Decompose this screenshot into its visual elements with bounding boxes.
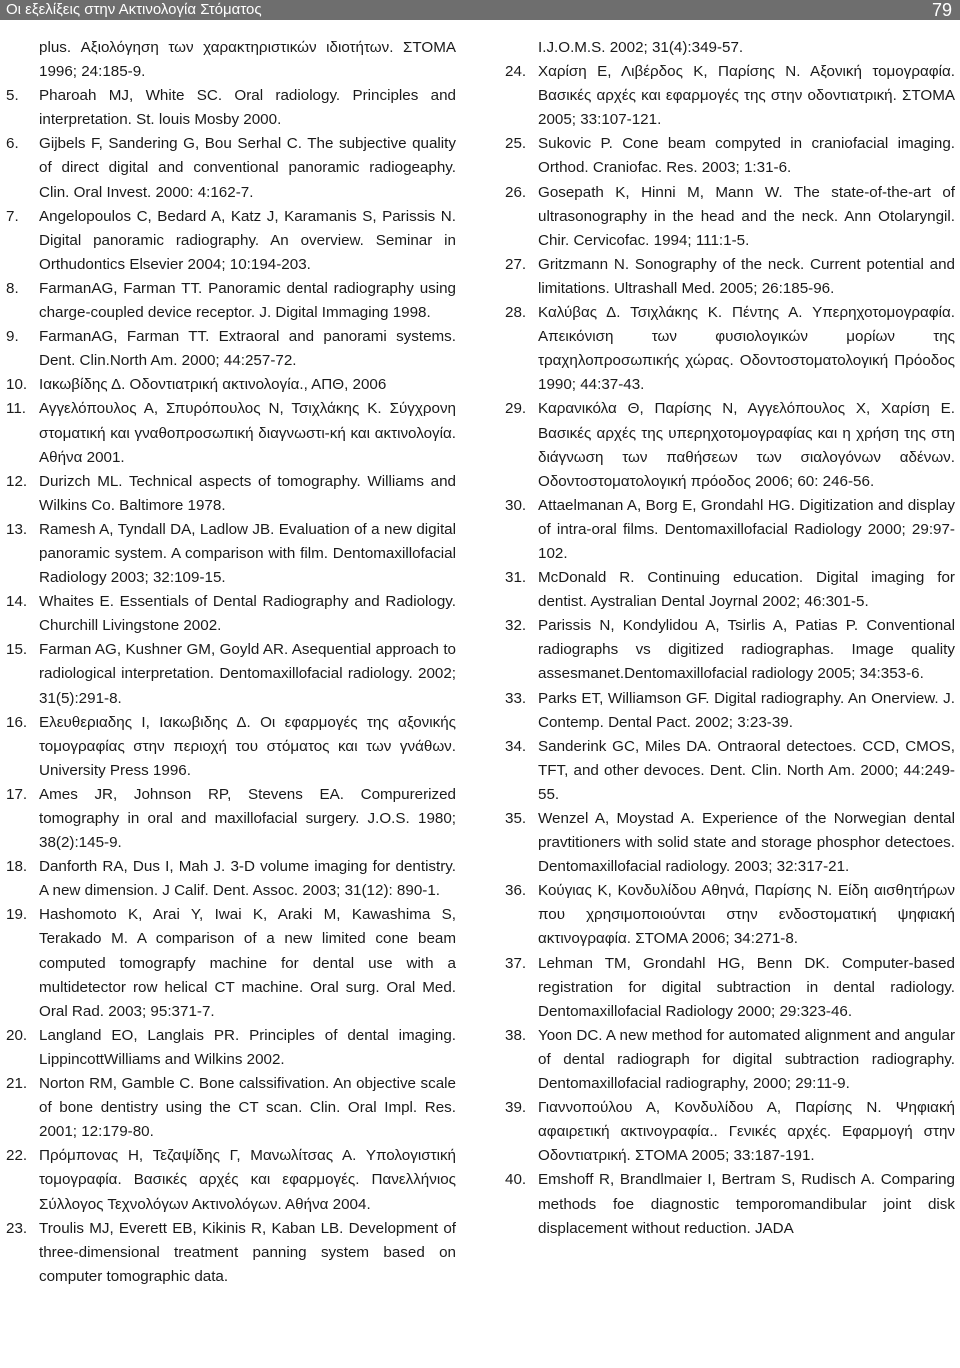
reference-item bbox=[6, 711, 456, 783]
reference-text: Καλύβας Δ. Τσιχλάκης Κ. Πέντης Α. Υπερηχοτομογραφία. Απεικόνιση των φυσιολογικών μορίων της τραχηλοπροσωπικής χώρας. Οδοντοστοματολογική Πρόοδος 1990; 44:37-43. bbox=[538, 304, 955, 394]
reference-item bbox=[6, 277, 456, 325]
reference-number: 14. bbox=[6, 593, 28, 611]
running-title: Οι εξελίξεις στην Ακτινολογία Στόματος bbox=[6, 1, 262, 18]
reference-number: 10. bbox=[6, 376, 28, 394]
reference-text: Αγγελόπουλος Α, Σπυρόπουλος Ν, Τσιχλάκης Κ. Σύγχρονη στοματική και γναθοπροσωπική διαγνωστι-κή και ακτινολογία. Αθήνα 2001. bbox=[39, 400, 456, 466]
reference-number: 34. bbox=[505, 737, 527, 755]
reference-item bbox=[6, 132, 456, 204]
reference-item bbox=[505, 36, 955, 60]
reference-text: McDonald R. Continuing education. Digital imaging for dentist. Aystralian Dental Joyrnal 2002; 46:301-5. bbox=[538, 569, 955, 611]
reference-item bbox=[505, 807, 955, 879]
reference-item bbox=[505, 614, 955, 686]
reference-text: Κούγιας Κ, Κονδυλίδου Αθηνά, Παρίσης Ν. Είδη αισθητήρων που χρησιμοποιούνται στην ενδοστοματική ψηφιακή ακτινογραφία. ΣΤΟΜΑ 2006; 34:271-8. bbox=[538, 882, 955, 948]
reference-number: 36. bbox=[505, 882, 527, 900]
reference-item bbox=[6, 1024, 456, 1072]
reference-number: 17. bbox=[6, 785, 28, 803]
reference-item bbox=[6, 590, 456, 638]
reference-item bbox=[6, 325, 456, 373]
reference-number: 15. bbox=[6, 641, 28, 659]
reference-item bbox=[505, 1024, 955, 1096]
reference-item bbox=[6, 84, 456, 132]
reference-number: 28. bbox=[505, 304, 527, 322]
reference-item bbox=[6, 1144, 456, 1216]
reference-text: Parissis N, Kondylidou A, Tsirlis A, Patias P. Conventional radiographs vs digitized radiographas. Image quality assesmanet.Dentomaxillofacial radiology 2005; 34:353-6. bbox=[538, 617, 955, 683]
reference-item bbox=[505, 1096, 955, 1168]
reference-text: Πρόμπονας Η, Τεζαψίδης Γ, Μανωλίτσας Α. Υπολογιστική τομογραφία. Βασικές αρχές και εφαρμογές. Πανελλήνιος Σύλλογος Τεχνολόγων Ακτινολόγων. Αθήνα 2004. bbox=[39, 1147, 456, 1213]
reference-number: 9. bbox=[6, 328, 19, 346]
reference-number: 30. bbox=[505, 496, 527, 514]
reference-number: 37. bbox=[505, 954, 527, 972]
reference-text: plus. Αξιολόγηση των χαρακτηριστικών ιδιοτήτων. ΣΤΟΜΑ 1996; 24:185-9. bbox=[39, 39, 456, 81]
reference-text: Langland EO, Langlais PR. Principles of dental imaging. LippincottWilliams and Wilkins 2002. bbox=[39, 1026, 456, 1068]
reference-text: Danforth RA, Dus I, Mah J. 3-D volume imaging for dentistry. A new dimension. J Calif. Dent. Assoc. 2003; 31(12): 890-1. bbox=[39, 858, 456, 900]
reference-number: 31. bbox=[505, 569, 527, 587]
reference-item bbox=[6, 855, 456, 903]
reference-item bbox=[6, 470, 456, 518]
reference-item bbox=[6, 518, 456, 590]
reference-item bbox=[505, 687, 955, 735]
reference-number: 19. bbox=[6, 906, 28, 924]
reference-number: 22. bbox=[6, 1147, 28, 1165]
reference-text: Parks ET, Williamson GF. Digital radiography. An Onerview. J. Contemp. Dental Pact. 2002; 3:23-39. bbox=[538, 689, 955, 731]
reference-number: 13. bbox=[6, 520, 28, 538]
reference-number: 24. bbox=[505, 63, 527, 81]
reference-number: 38. bbox=[505, 1026, 527, 1044]
reference-number: 35. bbox=[505, 810, 527, 827]
reference-text: Gritzmann N. Sonography of the neck. Current potential and limitations. Ultrashall Med. 2005; 26:185-96. bbox=[538, 255, 955, 297]
reference-number: 6. bbox=[6, 135, 19, 153]
reference-item bbox=[505, 879, 955, 951]
reference-item bbox=[505, 952, 955, 1024]
reference-text: Troulis MJ, Everett EB, Kikinis R, Kaban LB. Development of three-dimensional treatment panning system based on computer tomographic data. bbox=[39, 1219, 456, 1285]
reference-item bbox=[6, 638, 456, 710]
reference-text: FarmanAG, Farman TT. Extraoral and panorami systems. Dent. Clin.North Am. 2000; 44:257-72. bbox=[39, 328, 456, 370]
references-right-column bbox=[505, 36, 955, 1241]
reference-item bbox=[6, 397, 456, 469]
reference-number: 5. bbox=[6, 87, 19, 105]
reference-item bbox=[505, 181, 955, 253]
reference-number: 32. bbox=[505, 617, 527, 635]
reference-text: Ramesh A, Tyndall DA, Ladlow JB. Evaluation of a new digital panoramic system. A comparison with film. Dentomaxillofacial Radiology 2003; 32:109-15. bbox=[39, 520, 456, 587]
reference-item bbox=[6, 783, 456, 855]
reference-item bbox=[505, 566, 955, 614]
reference-text: Attaelmanan A, Borg E, Grondahl HG. Digitization and display of intra-oral films. Dentomaxillofacial Radiology 2000; 29:97-102. bbox=[538, 496, 955, 562]
reference-text: Ames JR, Johnson RP, Stevens EA. Compurerized tomography in oral and maxillofacial surgery. J.O.S. 1980; 38(2):145-9. bbox=[39, 785, 456, 852]
reference-text: Hashomoto K, Arai Y, Iwai K, Araki M, Kawashima S, Terakado M. A comparison of a new limited cone beam computed tomograpfy machine for dental use with a multidetector row helical CT machine. Oral surg. Oral Med. Oral Rad. 2003; 95:371-7. bbox=[39, 906, 456, 1020]
reference-number: 27. bbox=[505, 255, 527, 273]
reference-number: 25. bbox=[505, 135, 527, 153]
reference-text: Γιαννοπούλου Α, Κονδυλίδου Α, Παρίσης Ν. Ψηφιακή αφαιρετική ακτινογραφία.. Γενικές αρχές. Εφαρμογή στην Οδοντιατρική. ΣΤΟΜΑ 2005; 33:187-191. bbox=[538, 1099, 955, 1165]
reference-text: Emshoff R, Brandlmaier I, Bertram S, Rudisch A. Comparing methods foe diagnostic temporomandibular joint disk displacement without reduction. JADA bbox=[538, 1171, 955, 1237]
reference-item bbox=[6, 373, 456, 397]
reference-text: Angelopoulos C, Bedard A, Katz J, Karamanis S, Parissis N. Digital panoramic radiography. An overview. Seminar in Orthudontics Elsevier 2004; 10:194-203. bbox=[39, 207, 456, 273]
reference-item bbox=[6, 36, 456, 84]
running-header bbox=[0, 0, 960, 20]
reference-number: 29. bbox=[505, 400, 527, 418]
reference-text: Farman AG, Kushner GM, Goyld AR. Asequential approach to radiological interpretation. Dentomaxillofacial radiology. 2002; 31(5):291-8. bbox=[39, 641, 456, 707]
reference-number: 40. bbox=[505, 1171, 527, 1189]
reference-text: Lehman TM, Grondahl HG, Benn DK. Computer-based registration for digital subtraction in dental radiology. Dentomaxillofacial Radiology 2000; 29:323-46. bbox=[538, 954, 955, 1020]
reference-number: 8. bbox=[6, 279, 19, 297]
reference-item bbox=[505, 253, 955, 301]
reference-text: Gijbels F, Sandering G, Bou Serhal C. The subjective quality of direct digital and conventional panoramic radiogeaphy. Clin. Oral Invest. 2000: 4:162-7. bbox=[39, 135, 456, 201]
reference-item bbox=[505, 301, 955, 397]
reference-text: Whaites E. Essentials of Dental Radiography and Radiology. Churchill Livingstone 2002. bbox=[39, 593, 456, 635]
reference-item bbox=[6, 903, 456, 1023]
reference-number: 20. bbox=[6, 1026, 28, 1044]
reference-text: FarmanAG, Farman TT. Panoramic dental radiography using charge-coupled device receptor. J. Digital Immaging 1998. bbox=[39, 279, 456, 322]
reference-item bbox=[505, 132, 955, 180]
reference-number: 16. bbox=[6, 713, 28, 731]
reference-number: 39. bbox=[505, 1099, 527, 1117]
reference-number: 18. bbox=[6, 858, 28, 876]
reference-text: Yoon DC. A new method for automated alignment and angular of dental radiograph for digital subtraction radiography. Dentomaxillofacial radiography, 2000; 29:11-9. bbox=[538, 1026, 955, 1093]
reference-item bbox=[6, 1217, 456, 1289]
reference-text: Gosepath K, Hinni M, Mann W. The state-of-the-art of ultrasonography in the head and the neck. Ann Otolaryngil. Chir. Cervicofac. 1994; 111:1-5. bbox=[538, 183, 955, 249]
reference-text: I.J.O.M.S. 2002; 31(4):349-57. bbox=[538, 39, 744, 56]
reference-number: 11. bbox=[6, 400, 26, 418]
reference-number: 12. bbox=[6, 472, 28, 490]
reference-item bbox=[505, 494, 955, 566]
reference-text: Ελευθεριαδης Ι, Ιακωβιδης Δ. Οι εφαρμογές της αξονικής τομογραφίας στην περιοχή του στόματος και των γνάθων. University Press 1996. bbox=[39, 713, 456, 779]
page-number: 79 bbox=[931, 0, 952, 20]
reference-number: 23. bbox=[6, 1219, 28, 1237]
reference-number: 33. bbox=[505, 689, 527, 707]
reference-number: 21. bbox=[6, 1075, 28, 1093]
reference-item bbox=[6, 205, 456, 277]
reference-text: Durizch ML. Technical aspects of tomography. Williams and Wilkins Co. Baltimore 1978. bbox=[39, 472, 456, 514]
reference-item bbox=[505, 60, 955, 132]
reference-number: 26. bbox=[505, 183, 527, 201]
reference-item bbox=[505, 397, 955, 493]
reference-text: Norton RM, Gamble C. Bone calssifivation. An objective scale of bone dentistry using the CT scan. Clin. Oral Impl. Res. 2001; 12:179-80. bbox=[39, 1075, 456, 1141]
reference-number: 7. bbox=[6, 207, 19, 225]
reference-item bbox=[505, 1168, 955, 1240]
reference-text: Ιακωβίδης Δ. Οδοντιατρική ακτινολογία., ΑΠΘ, 2006 bbox=[39, 376, 387, 394]
reference-text: Χαρίση Ε, Λιβέρδος Κ, Παρίσης Ν. Αξονική τομογραφία. Βασικές αρχές και εφαρμογές της στην οδοντιατρική. ΣΤΟΜΑ 2005; 33:107-121. bbox=[538, 63, 955, 129]
references-left-column bbox=[6, 36, 456, 1289]
reference-text: Sukovic P. Cone beam compyted in craniofacial imaging. Orthod. Craniofac. Res. 2003; 1:31-6. bbox=[538, 135, 955, 177]
reference-text: Wenzel A, Moystad A. Experience of the Norwegian dental pravtitioners with solid state and storage phosphor detectoes. Dentomaxillofacial radiology. 2003; 32:317-21. bbox=[538, 810, 955, 876]
reference-text: Pharoah MJ, White SC. Oral radiology. Principles and interpretation. St. louis Mosby 2000. bbox=[39, 87, 456, 129]
reference-text: Καρανικόλα Θ, Παρίσης Ν, Αγγελόπουλος Χ, Χαρίση Ε. Βασικές αρχές της υπερηχοτομογραφίας και η χρήση της στη διάγνωση των παθήσεων των σιαλογόνων αδένων. Οδοντοστοματολογική πρόοδος 2006; 60: 246-56. bbox=[538, 400, 955, 490]
reference-item bbox=[6, 1072, 456, 1144]
reference-item bbox=[505, 735, 955, 807]
reference-text: Sanderink GC, Miles DA. Ontraoral detectoes. CCD, CMOS, TFT, and other devoces. Dent. Clin. North Am. 2000; 44:249-55. bbox=[538, 737, 955, 803]
